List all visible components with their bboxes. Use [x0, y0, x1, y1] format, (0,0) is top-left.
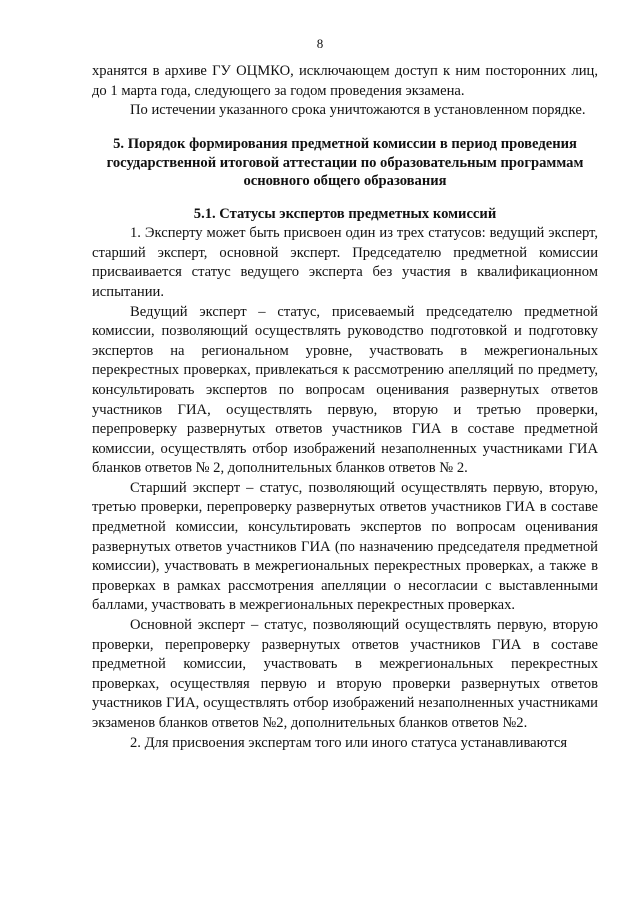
paragraph-destruction: По истечении указанного срока уничтожаются в установленном порядке.	[130, 102, 586, 119]
paragraph-lead-expert: Ведущий эксперт – статус, присеваемый председателю предметной комиссии, позволяющий осуществлять руководство подготовкой и подготовку экспертов на региональном уровне, участвовать в межрегиональных перекрестных проверках, привлекаться к рассмотрению апелляций по предмету, консультировать экспертов по вопросам оценивания развернутых ответов участников ГИА, осуществлять первую, вторую и третью проверки, перепроверку развернутых ответов участников ГИА в составе предметной комиссии, осуществлять отбор изображений незаполненных участниками ГИА бланков ответов № 2, дополнительных бланков ответов № 2.	[92, 303, 598, 477]
paragraph-status-assignment: 2. Для присвоения экспертам того или иного статуса устанавливаются	[130, 734, 568, 751]
section-title: 5. Порядок формирования предметной комиссии в период проведения государственной итоговой аттестации по образовательным программам основного общего образования	[106, 135, 584, 190]
page-number: 8	[316, 36, 324, 51]
subsection-title: 5.1. Статусы экспертов предметных комиссий	[193, 206, 497, 223]
paragraph-statuses: 1. Эксперту может быть присвоен один из трех статусов: ведущий эксперт, старший эксперт, основной эксперт. Председателю предметной комиссии присваивается статус ведущего эксперта без участия в квалификационном испытании.	[92, 225, 598, 300]
paragraph-senior-expert: Старший эксперт – статус, позволяющий осуществлять первую, вторую, третью проверки, перепроверку развернутых ответов участников ГИА в составе предметной комиссии, консультировать экспертов по вопросам оценивания развернутых ответов участников ГИА (по назначению председателя предметной комиссии), участвовать в межрегиональных перекрестных проверках, а также в проверках в рамках рассмотрения апелляции о несогласии с выставленными баллами, участвовать в межрегиональных перекрестных проверках.	[92, 479, 598, 614]
paragraph-main-expert: Основной эксперт – статус, позволяющий осуществлять первую, вторую проверки, перепроверку развернутых ответов участников ГИА в составе предметной комиссии, участвовать в межрегиональных перекрестных проверках, осуществляя первую и вторую проверки развернутых ответов участников ГИА, осуществлять отбор изображений незаполненных участниками экзаменов бланков ответов №2, дополнительных бланков ответов №2.	[92, 617, 598, 732]
paragraph-archive: хранятся в архиве ГУ ОЦМКО, исключающем доступ к ним посторонних лиц, до 1 марта года, следующего за годом проведения экзамена.	[92, 63, 598, 99]
document-body	[92, 62, 598, 753]
